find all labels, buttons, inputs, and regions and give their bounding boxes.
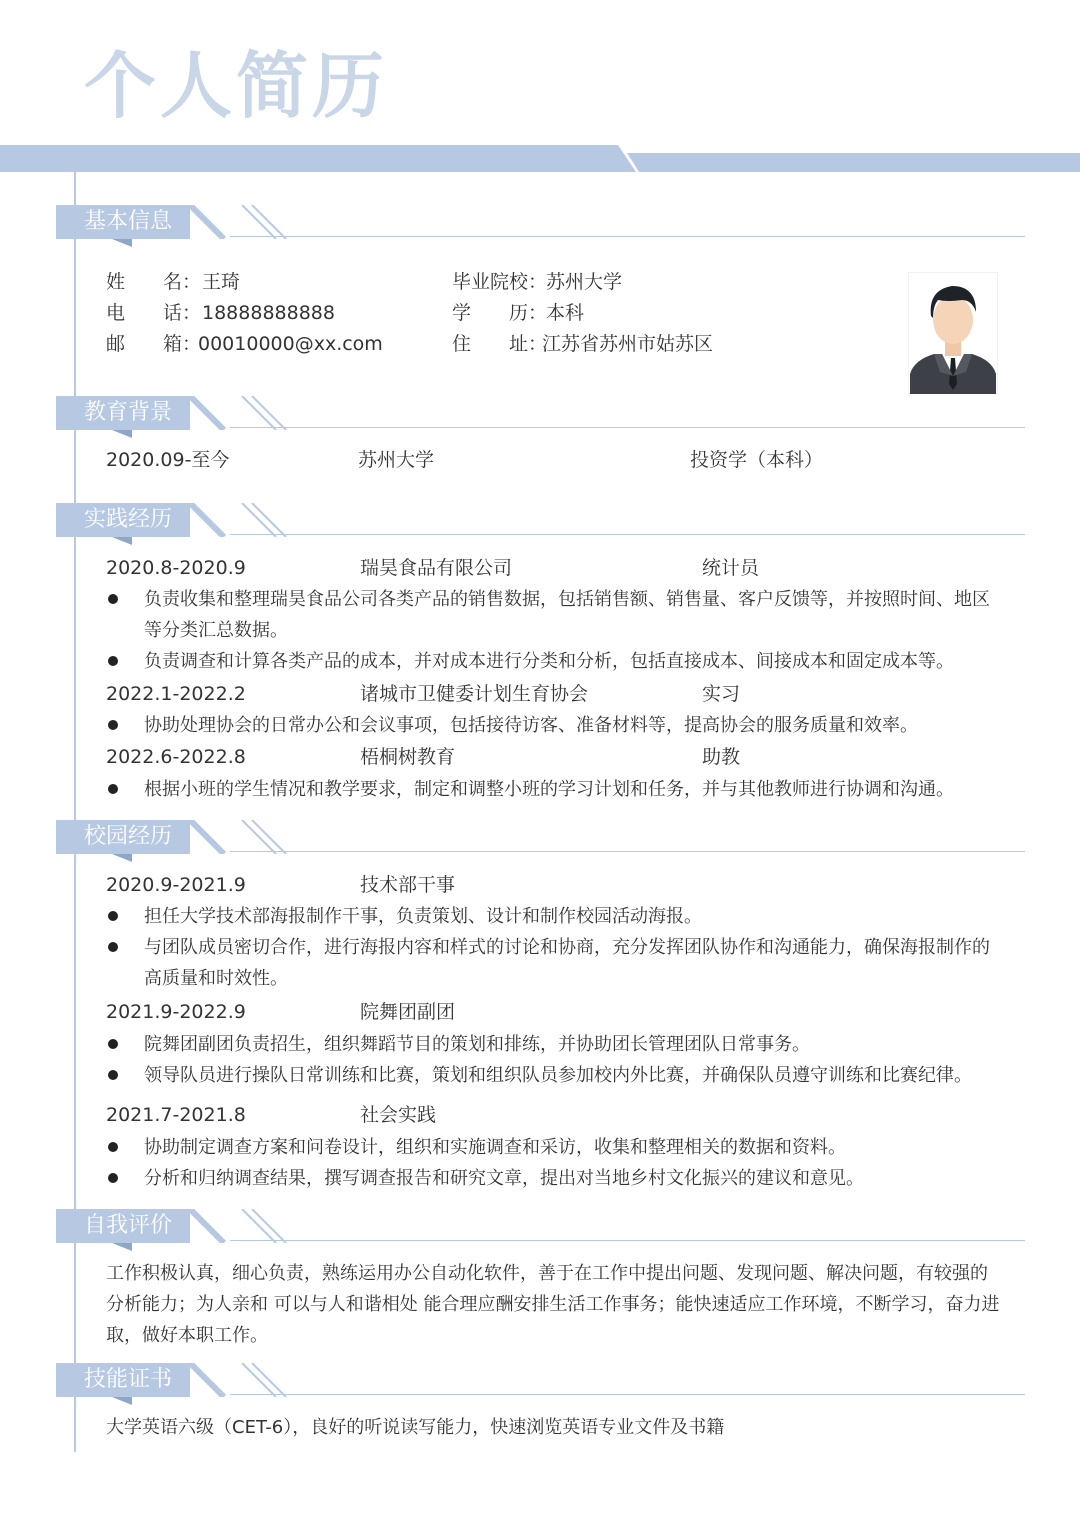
bullet-icon xyxy=(108,911,118,921)
section-divider xyxy=(230,427,1025,428)
section-title: 教育背景 xyxy=(84,400,173,425)
skills-text: 大学英语六级（CET-6），良好的听说读写能力，快速浏览英语专业文件及书籍 xyxy=(106,1417,725,1438)
section-divider xyxy=(230,1240,1025,1241)
campus-date: 2021.7-2021.8 xyxy=(106,1104,246,1126)
section-header-skills xyxy=(56,1363,236,1397)
practice-bullet: 协助处理协会的日常办公和会议事项，包括接待访客、准备材料等，提高协会的服务质量和效率。 xyxy=(144,715,918,736)
self-evaluation: 工作积极认真，细心负责，熟练运用办公自动化软件，善于在工作中提出问题、发现问题、解决问题，有较强的分析能力；为人亲和 可以与人和谐相处 能合理应酬安排生活工作事务；能快速适应工作环境，不断学习，奋力进取，做好本职工作。 xyxy=(106,1263,1000,1346)
section-divider xyxy=(230,236,1025,237)
practice-bullet: 根据小班的学生情况和教学要求，制定和调整小班的学习计划和任务，并与其他教师进行协调和沟通。 xyxy=(144,779,954,800)
section-header-basic xyxy=(56,205,236,239)
stripes-decoration xyxy=(186,1363,292,1397)
name-value: 王琦 xyxy=(202,271,241,293)
practice-role: 助教 xyxy=(702,746,741,768)
stripes-decoration xyxy=(186,396,292,430)
avatar xyxy=(908,272,998,394)
section-divider xyxy=(230,851,1025,852)
section-header-education xyxy=(56,396,236,430)
section-title: 自我评价 xyxy=(84,1213,173,1238)
campus-bullet: 担任大学技术部海报制作干事，负责策划、设计和制作校园活动海报。 xyxy=(144,906,702,927)
header-banner xyxy=(0,145,1080,173)
timeline-line xyxy=(74,172,76,1452)
practice-bullet: 负责收集和整理瑞昊食品公司各类产品的销售数据，包括销售额、销售量、客户反馈等，并按照时间、地区等分类汇总数据。 xyxy=(144,589,990,641)
stripes-decoration xyxy=(186,503,292,537)
practice-bullet: 负责调查和计算各类产品的成本，并对成本进行分类和分析，包括直接成本、间接成本和固定成本等。 xyxy=(144,651,954,672)
bullet-icon xyxy=(108,942,118,952)
campus-bullet: 院舞团副团负责招生，组织舞蹈节目的策划和排练，并协助团长管理团队日常事务。 xyxy=(144,1034,810,1055)
section-header-campus xyxy=(56,820,236,854)
section-title: 基本信息 xyxy=(84,209,173,234)
edu-major: 投资学（本科） xyxy=(690,449,824,471)
stripes-decoration xyxy=(186,205,292,239)
school-value: 苏州大学 xyxy=(546,271,623,293)
phone-value: 18888888888 xyxy=(202,302,335,324)
campus-org: 社会实践 xyxy=(360,1104,437,1126)
practice-date: 2020.8-2020.9 xyxy=(106,557,246,579)
campus-date: 2020.9-2021.9 xyxy=(106,874,246,896)
section-title: 实践经历 xyxy=(84,507,173,532)
page-title: 个人简历 xyxy=(84,44,389,128)
campus-bullet: 分析和归纳调查结果，撰写调查报告和研究文章，提出对当地乡村文化振兴的建议和意见。 xyxy=(144,1168,864,1189)
section-divider xyxy=(230,1394,1025,1395)
bullet-icon xyxy=(108,594,118,604)
section-header-self xyxy=(56,1209,236,1243)
bullet-icon xyxy=(108,720,118,730)
campus-date: 2021.9-2022.9 xyxy=(106,1001,246,1023)
campus-org: 院舞团副团 xyxy=(360,1001,456,1023)
bullet-icon xyxy=(108,1070,118,1080)
bullet-icon xyxy=(108,1173,118,1183)
email-value: 00010000@xx.com xyxy=(198,333,383,355)
practice-org: 瑞昊食品有限公司 xyxy=(360,557,513,579)
degree-value: 本科 xyxy=(546,302,585,324)
email-label: 邮 箱： xyxy=(106,333,202,355)
bullet-icon xyxy=(108,784,118,794)
address-value: 江苏省苏州市姑苏区 xyxy=(542,333,714,355)
campus-org: 技术部干事 xyxy=(360,874,456,896)
campus-bullet: 领导队员进行操队日常训练和比赛，策划和组织队员参加校内外比赛，并确保队员遵守训练和比赛纪律。 xyxy=(144,1065,972,1086)
bullet-icon xyxy=(108,1039,118,1049)
stripes-decoration xyxy=(186,820,292,854)
section-title: 校园经历 xyxy=(84,824,173,849)
practice-date: 2022.1-2022.2 xyxy=(106,683,246,705)
stripes-decoration xyxy=(186,1209,292,1243)
degree-label: 学 历： xyxy=(452,302,548,324)
address-label: 住 址： xyxy=(452,333,548,355)
campus-bullet: 与团队成员密切合作，进行海报内容和样式的讨论和协商，充分发挥团队协作和沟通能力，确保海报制作的高质量和时效性。 xyxy=(144,937,990,989)
edu-school: 苏州大学 xyxy=(358,449,435,471)
section-title: 技能证书 xyxy=(84,1367,173,1392)
phone-label: 电 话： xyxy=(106,302,202,324)
school-label: 毕业院校： xyxy=(452,271,548,293)
practice-org: 诸城市卫健委计划生育协会 xyxy=(360,683,589,705)
section-divider xyxy=(230,534,1025,535)
edu-date: 2020.09-至今 xyxy=(106,449,230,471)
practice-role: 实习 xyxy=(702,683,741,705)
bullet-icon xyxy=(108,1142,118,1152)
practice-org: 梧桐树教育 xyxy=(360,746,456,768)
section-header-practice xyxy=(56,503,236,537)
bullet-icon xyxy=(108,656,118,666)
campus-bullet: 协助制定调查方案和问卷设计，组织和实施调查和采访，收集和整理相关的数据和资料。 xyxy=(144,1137,846,1158)
practice-date: 2022.6-2022.8 xyxy=(106,746,246,768)
practice-role: 统计员 xyxy=(702,557,760,579)
name-label: 姓 名： xyxy=(106,271,202,293)
